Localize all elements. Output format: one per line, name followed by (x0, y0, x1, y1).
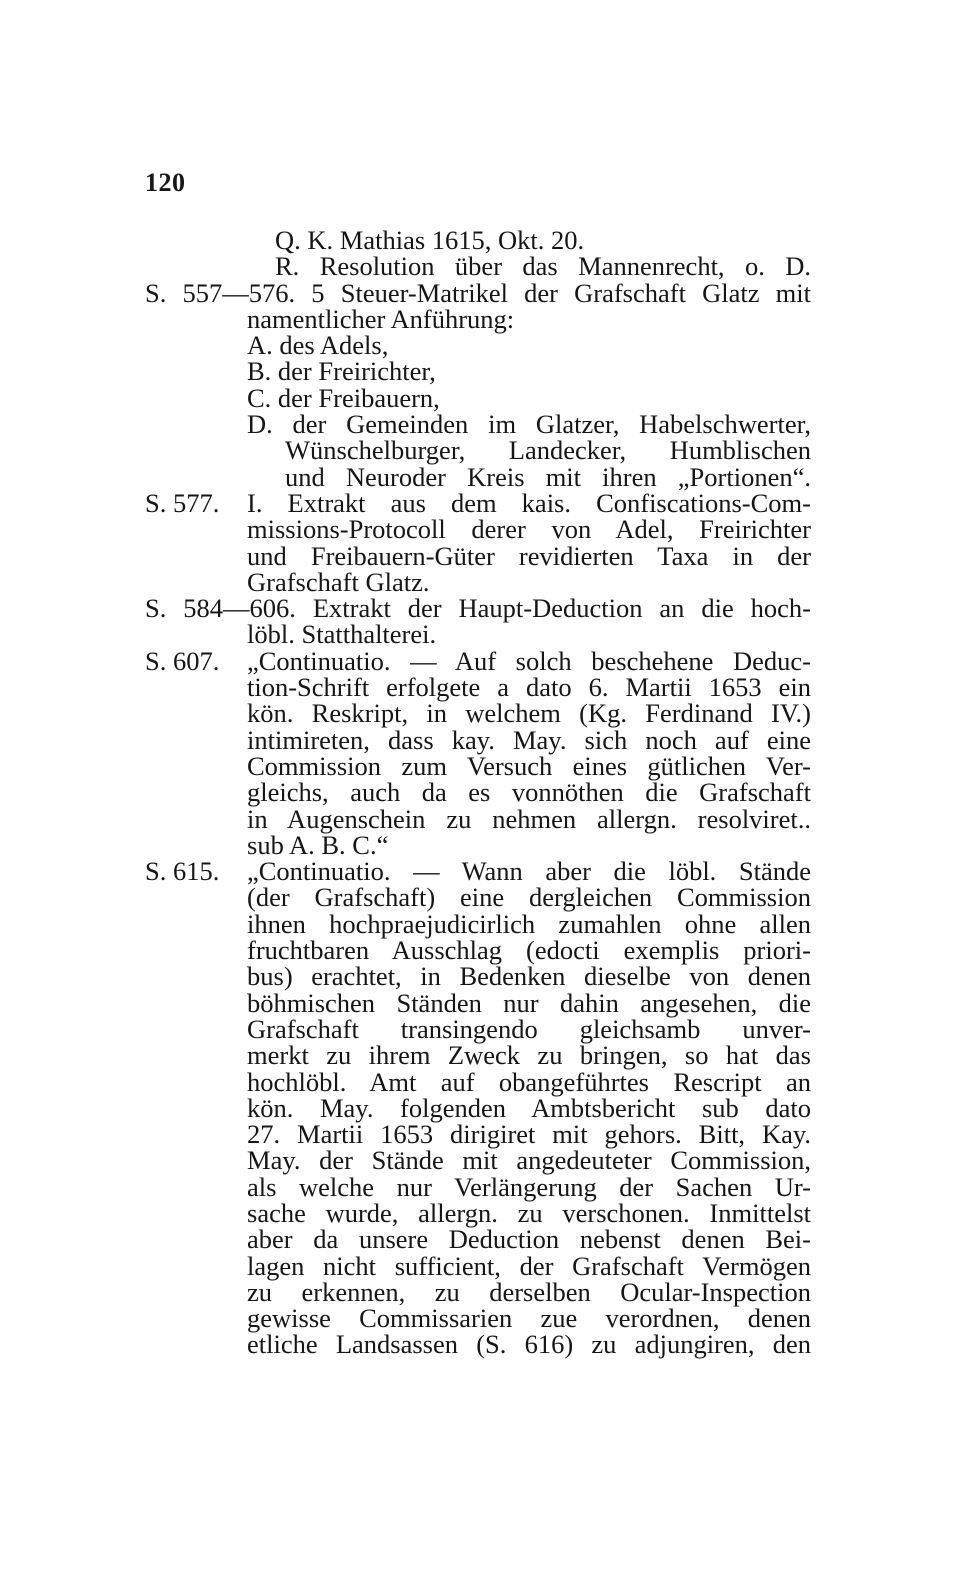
text-line (145, 750, 811, 781)
line-text: als welche nur Verlängerung der Sachen Ur- (247, 1171, 811, 1202)
text-line (145, 882, 811, 913)
line-text: böhmischen Ständen nur dahin angesehen, die (247, 987, 811, 1018)
text-block (145, 227, 811, 1358)
text-line (145, 961, 811, 992)
text-line (145, 672, 811, 703)
line-text: intimireten, dass kay. May. sich noch auf eine (247, 724, 811, 755)
line-text: (der Grafschaft) eine dergleichen Commission (247, 882, 811, 913)
text-line (145, 1250, 811, 1281)
line-text: in Augenschein zu nehmen allergn. resolviret.. (247, 803, 811, 834)
line-text: namentlicher Anführung: (247, 303, 515, 334)
text-line (145, 935, 811, 966)
line-text: kön. May. folgenden Ambtsbericht sub dato (247, 1092, 811, 1123)
text-line (145, 1145, 811, 1176)
page-reference-label: S. 577. (145, 487, 220, 518)
line-text: I. Extrakt aus dem kais. Confiscations-Com- (247, 487, 811, 518)
text-line (145, 303, 811, 334)
line-text: C. der Freibauern, (247, 382, 440, 413)
line-text: löbl. Statthalterei. (247, 619, 437, 650)
line-text: bus) erachtet, in Bedenken dieselbe von denen (247, 961, 811, 992)
text-line (145, 566, 811, 597)
line-text: D. der Gemeinden im Glatzer, Habelschwerter, (247, 409, 811, 440)
line-text: S. 584—606. Extrakt der Haupt-Deduction an die hoch- (145, 593, 811, 624)
line-text: May. der Stände mit angedeuteter Commission, (247, 1145, 811, 1176)
text-line (145, 435, 811, 466)
text-line (145, 908, 811, 939)
line-text: Wünschelburger, Landecker, Humblischen (285, 435, 811, 466)
text-line (145, 698, 811, 729)
line-text: tion-Schrift erfolgete a dato 6. Martii 1653 ein (247, 672, 811, 703)
line-text: kön. Reskript, in welchem (Kg. Ferdinand IV.) (247, 698, 811, 729)
text-line (145, 1303, 811, 1334)
text-line (145, 487, 811, 518)
text-line (145, 619, 811, 650)
line-text: 27. Martii 1653 dirigiret mit gehors. Bitt, Kay. (247, 1119, 811, 1150)
text-line (145, 645, 811, 676)
text-line (145, 227, 811, 253)
text-line (145, 461, 811, 492)
line-text: aber da unsere Deduction nebenst denen Bei- (247, 1224, 811, 1255)
text-line (145, 856, 811, 887)
text-line (145, 803, 811, 834)
line-text: ihnen hochpraejudicirlich zumahlen ohne allen (247, 908, 811, 939)
line-text: etliche Landsassen (S. 616) zu adjungiren, den (247, 1329, 811, 1360)
line-text: sache wurde, allergn. zu verschonen. Inmittelst (247, 1197, 811, 1228)
page-number: 120 (145, 168, 186, 197)
line-text: zu erkennen, zu derselben Ocular-Inspection (247, 1276, 811, 1307)
line-text: gewisse Commissarien zue verordnen, denen (247, 1303, 811, 1334)
line-text: „Continuatio. — Auf solch beschehene Deduc- (247, 645, 811, 676)
text-line (145, 356, 811, 387)
text-line (145, 1040, 811, 1071)
line-text: Grafschaft transingendo gleichsamb unver- (247, 1013, 811, 1044)
text-line (145, 829, 811, 860)
text-line (145, 1276, 811, 1307)
text-line (145, 251, 811, 282)
text-line (145, 382, 811, 413)
text-line (145, 540, 811, 571)
text-line (145, 1119, 811, 1150)
text-line (145, 1329, 811, 1360)
line-text: sub A. B. C.“ (247, 829, 389, 860)
line-text: „Continuatio. — Wann aber die löbl. Stände (247, 856, 811, 887)
text-line (145, 1197, 811, 1228)
line-text: R. Resolution über das Mannenrecht, o. D. (275, 251, 811, 282)
text-line (145, 1092, 811, 1123)
line-text: und Neuroder Kreis mit ihren „Portionen“. (285, 461, 811, 492)
line-text: S. 557—576. 5 Steuer-Matrikel der Grafschaft Glatz mit (145, 277, 811, 308)
text-line (145, 1066, 811, 1097)
text-line (145, 1224, 811, 1255)
line-text: und Freibauern-Güter revidierten Taxa in der (247, 540, 811, 571)
line-text: B. der Freirichter, (247, 356, 436, 387)
text-line (145, 593, 811, 624)
page-reference-label: S. 615. (145, 856, 220, 887)
text-line (145, 330, 811, 361)
text-line (145, 409, 811, 440)
line-text: merkt zu ihrem Zweck zu bringen, so hat das (247, 1040, 811, 1071)
line-text: Q. K. Mathias 1615, Okt. 20. (275, 225, 585, 255)
line-text: lagen nicht sufficient, der Grafschaft Vermögen (247, 1250, 811, 1281)
line-text: Grafschaft Glatz. (247, 566, 430, 597)
text-line (145, 777, 811, 808)
line-text: missions-Protocoll derer von Adel, Freirichter (247, 514, 811, 545)
text-line (145, 1013, 811, 1044)
line-text: A. des Adels, (247, 330, 389, 361)
text-line (145, 514, 811, 545)
text-line (145, 724, 811, 755)
text-line (145, 1171, 811, 1202)
line-text: Commission zum Versuch eines gütlichen Ver- (247, 750, 811, 781)
line-text: hochlöbl. Amt auf obangeführtes Rescript an (247, 1066, 811, 1097)
page-reference-label: S. 607. (145, 645, 220, 676)
text-line (145, 987, 811, 1018)
line-text: gleichs, auch da es vonnöthen die Grafschaft (247, 777, 811, 808)
text-line (145, 277, 811, 308)
line-text: fruchtbaren Ausschlag (edocti exemplis priori- (247, 935, 811, 966)
